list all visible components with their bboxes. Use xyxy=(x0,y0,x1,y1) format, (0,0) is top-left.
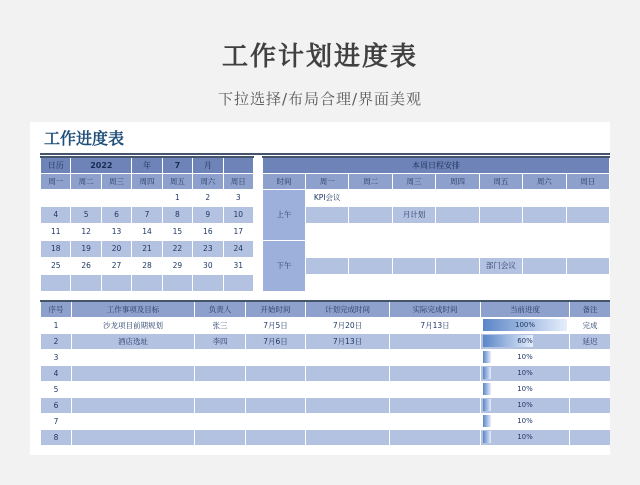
task-start[interactable] xyxy=(246,397,306,413)
schedule-row xyxy=(263,223,610,240)
calendar-weekday: 周四 xyxy=(132,173,162,189)
schedule-period-label: 下午 xyxy=(263,240,306,291)
progress-bar xyxy=(483,351,567,363)
calendar-day-cell[interactable]: 14 xyxy=(132,223,162,240)
table-row xyxy=(41,317,611,333)
schedule-cell[interactable] xyxy=(436,223,479,240)
calendar-day-cell[interactable] xyxy=(101,274,131,291)
schedule-cell[interactable] xyxy=(523,206,566,223)
calendar-day-cell[interactable]: 27 xyxy=(101,257,131,274)
progress-value: 10% xyxy=(517,401,533,409)
task-actual-date[interactable] xyxy=(390,349,481,365)
task-item[interactable]: 酒店选址 xyxy=(72,333,195,349)
schedule-cell[interactable] xyxy=(392,223,435,240)
schedule-row xyxy=(263,240,610,257)
schedule-body xyxy=(263,189,610,291)
table-row xyxy=(41,381,611,397)
calendar-day-cell[interactable]: 26 xyxy=(71,257,101,274)
schedule-cell[interactable] xyxy=(566,223,609,240)
schedule-day: 周日 xyxy=(566,173,609,189)
task-progress-cell[interactable] xyxy=(481,381,570,397)
task-actual-date[interactable] xyxy=(390,381,481,397)
table-row xyxy=(41,333,611,349)
calendar-day-cell[interactable]: 7 xyxy=(132,206,162,223)
calendar-day-cell[interactable] xyxy=(223,274,253,291)
table-row xyxy=(41,413,611,429)
calendar-day-cell[interactable] xyxy=(132,274,162,291)
title-divider xyxy=(40,153,610,155)
progress-fill xyxy=(483,431,491,443)
task-column-header: 开始时间 xyxy=(246,301,306,317)
calendar-day-cell[interactable]: 11 xyxy=(41,223,71,240)
task-item[interactable] xyxy=(72,429,195,445)
schedule-cell[interactable] xyxy=(523,274,566,291)
task-owner[interactable]: 李四 xyxy=(195,333,246,349)
task-header-row xyxy=(41,301,611,317)
progress-fill xyxy=(483,367,491,379)
task-progress-cell[interactable] xyxy=(481,333,570,349)
task-note[interactable]: 延迟 xyxy=(570,333,611,349)
schedule-day-row xyxy=(263,173,610,189)
spreadsheet xyxy=(30,122,610,455)
schedule-cell[interactable] xyxy=(479,240,522,257)
calendar-day-cell[interactable]: 12 xyxy=(71,223,101,240)
page-title: 工作计划进度表 xyxy=(221,42,418,72)
progress-bar xyxy=(483,335,567,347)
schedule-day: 周三 xyxy=(392,173,435,189)
schedule-cell[interactable] xyxy=(306,257,349,274)
progress-bar xyxy=(483,399,567,411)
schedule-cell[interactable] xyxy=(566,240,609,257)
task-progress-cell[interactable] xyxy=(481,349,570,365)
task-owner[interactable] xyxy=(195,429,246,445)
calendar-day-cell[interactable]: 5 xyxy=(71,206,101,223)
schedule-cell[interactable] xyxy=(306,206,349,223)
calendar-day-cell[interactable]: 25 xyxy=(41,257,71,274)
task-number: 4 xyxy=(41,365,72,381)
calendar-day-cell[interactable]: 22 xyxy=(162,240,192,257)
progress-fill xyxy=(483,351,491,363)
progress-bar xyxy=(483,431,567,443)
schedule-cell[interactable] xyxy=(436,189,479,206)
task-item[interactable] xyxy=(72,349,195,365)
progress-bar xyxy=(483,383,567,395)
schedule-cell[interactable] xyxy=(392,189,435,206)
task-plan-date[interactable]: 7月20日 xyxy=(306,317,390,333)
schedule-cell[interactable] xyxy=(566,189,609,206)
task-plan-date[interactable] xyxy=(306,413,390,429)
schedule-cell[interactable]: 月计划 xyxy=(392,206,435,223)
table-row xyxy=(41,429,611,445)
schedule-cell[interactable] xyxy=(566,274,609,291)
task-owner[interactable]: 张三 xyxy=(195,317,246,333)
calendar-day-cell[interactable] xyxy=(41,274,71,291)
calendar-day-cell[interactable] xyxy=(71,274,101,291)
page-subtitle: 下拉选择/布局合理/界面美观 xyxy=(217,90,423,108)
calendar-weekday: 周二 xyxy=(71,173,101,189)
calendar-day-cell[interactable]: 6 xyxy=(101,206,131,223)
calendar-day-cell[interactable]: 15 xyxy=(162,223,192,240)
schedule-cell[interactable] xyxy=(306,223,349,240)
task-actual-date[interactable] xyxy=(390,413,481,429)
task-body xyxy=(41,317,611,445)
progress-value: 60% xyxy=(517,337,533,345)
calendar-day-cell[interactable]: 10 xyxy=(223,206,253,223)
table-row xyxy=(41,365,611,381)
schedule-cell[interactable] xyxy=(436,240,479,257)
calendar-day-cell[interactable]: 1 xyxy=(162,189,192,206)
calendar-day-cell[interactable]: 21 xyxy=(132,240,162,257)
task-number: 2 xyxy=(41,333,72,349)
progress-bar xyxy=(483,367,567,379)
calendar-day-cell[interactable]: 16 xyxy=(193,223,223,240)
task-owner[interactable] xyxy=(195,381,246,397)
task-column-header: 工作事项及目标 xyxy=(72,301,195,317)
calendar-table xyxy=(40,156,254,292)
calendar-day-cell[interactable]: 28 xyxy=(132,257,162,274)
calendar-day-cell[interactable]: 29 xyxy=(162,257,192,274)
schedule-cell[interactable] xyxy=(306,274,349,291)
task-number: 8 xyxy=(41,429,72,445)
task-start[interactable] xyxy=(246,349,306,365)
task-plan-date[interactable] xyxy=(306,365,390,381)
task-owner[interactable] xyxy=(195,349,246,365)
calendar-day-cell[interactable]: 24 xyxy=(223,240,253,257)
progress-fill xyxy=(483,415,491,427)
table-row xyxy=(41,349,611,365)
schedule-cell[interactable] xyxy=(349,206,392,223)
task-column-header: 序号 xyxy=(41,301,72,317)
progress-value: 100% xyxy=(514,321,535,329)
calendar-weekday: 周三 xyxy=(101,173,131,189)
task-owner[interactable] xyxy=(195,413,246,429)
task-column-header: 计划完成时间 xyxy=(306,301,390,317)
calendar-week-row xyxy=(41,274,254,291)
schedule-day: 周五 xyxy=(479,173,522,189)
schedule-cell[interactable] xyxy=(392,274,435,291)
calendar-header-row xyxy=(41,157,254,173)
schedule-cell[interactable] xyxy=(349,189,392,206)
task-column-header: 备注 xyxy=(570,301,611,317)
task-owner[interactable] xyxy=(195,397,246,413)
schedule-cell[interactable] xyxy=(523,257,566,274)
calendar-day-cell[interactable] xyxy=(71,189,101,206)
task-note[interactable] xyxy=(570,429,611,445)
progress-value: 10% xyxy=(517,433,533,441)
task-actual-date[interactable] xyxy=(390,365,481,381)
calendar-month-select[interactable]: 7 xyxy=(162,157,192,173)
progress-value: 10% xyxy=(517,369,533,377)
schedule-table xyxy=(262,156,610,292)
task-start[interactable] xyxy=(246,413,306,429)
schedule-header-row xyxy=(263,157,610,173)
calendar-label: 日历 xyxy=(41,157,71,173)
task-number: 7 xyxy=(41,413,72,429)
schedule-time-label: 时间 xyxy=(263,173,306,189)
calendar-day-cell[interactable]: 18 xyxy=(41,240,71,257)
schedule-day: 周二 xyxy=(349,173,392,189)
task-item[interactable]: 沙龙项目前期规划 xyxy=(72,317,195,333)
task-column-header: 实际完成时间 xyxy=(390,301,481,317)
progress-value: 10% xyxy=(517,385,533,393)
schedule-row xyxy=(263,257,610,274)
schedule-cell[interactable] xyxy=(479,206,522,223)
task-owner[interactable] xyxy=(195,365,246,381)
schedule-cell[interactable] xyxy=(436,274,479,291)
schedule-cell[interactable] xyxy=(566,206,609,223)
schedule-cell[interactable] xyxy=(479,274,522,291)
task-actual-date[interactable] xyxy=(390,333,481,349)
task-progress-cell[interactable] xyxy=(481,365,570,381)
calendar-day-cell[interactable]: 4 xyxy=(41,206,71,223)
calendar-weekday-row xyxy=(41,173,254,189)
task-actual-date[interactable]: 7月13日 xyxy=(390,317,481,333)
schedule-row xyxy=(263,189,610,206)
calendar-day-cell[interactable]: 20 xyxy=(101,240,131,257)
task-note[interactable] xyxy=(570,413,611,429)
schedule-period-label: 上午 xyxy=(263,189,306,240)
task-actual-date[interactable] xyxy=(390,429,481,445)
progress-fill xyxy=(483,399,491,411)
task-note[interactable] xyxy=(570,365,611,381)
task-note[interactable] xyxy=(570,397,611,413)
calendar-day-cell[interactable] xyxy=(132,189,162,206)
task-note[interactable] xyxy=(570,349,611,365)
schedule-day: 周六 xyxy=(523,173,566,189)
task-column-header: 负责人 xyxy=(195,301,246,317)
schedule-cell[interactable] xyxy=(523,189,566,206)
task-plan-date[interactable] xyxy=(306,381,390,397)
calendar-body xyxy=(41,189,254,291)
calendar-day-cell[interactable]: 17 xyxy=(223,223,253,240)
calendar-day-cell[interactable]: 31 xyxy=(223,257,253,274)
schedule-cell[interactable] xyxy=(392,240,435,257)
task-number: 3 xyxy=(41,349,72,365)
calendar-day-cell[interactable]: 3 xyxy=(223,189,253,206)
schedule-cell[interactable] xyxy=(436,257,479,274)
calendar-week-row xyxy=(41,206,254,223)
task-plan-date[interactable] xyxy=(306,429,390,445)
calendar-week-row xyxy=(41,257,254,274)
task-table xyxy=(40,300,610,446)
progress-fill xyxy=(483,383,491,395)
schedule-cell[interactable] xyxy=(392,257,435,274)
task-plan-date[interactable] xyxy=(306,397,390,413)
calendar-day-cell[interactable]: 2 xyxy=(193,189,223,206)
schedule-cell[interactable] xyxy=(306,240,349,257)
progress-bar xyxy=(483,415,567,427)
schedule-cell[interactable]: KPI会议 xyxy=(306,189,349,206)
schedule-cell[interactable] xyxy=(436,206,479,223)
schedule-cell[interactable] xyxy=(349,257,392,274)
progress-bar xyxy=(483,319,567,331)
schedule-cell[interactable] xyxy=(479,189,522,206)
task-plan-date[interactable] xyxy=(306,349,390,365)
calendar-week-row xyxy=(41,240,254,257)
schedule-day: 周一 xyxy=(306,173,349,189)
calendar-weekday: 周五 xyxy=(162,173,192,189)
task-note[interactable] xyxy=(570,381,611,397)
task-progress-cell[interactable] xyxy=(481,429,570,445)
calendar-day-cell[interactable] xyxy=(193,274,223,291)
task-start[interactable] xyxy=(246,429,306,445)
sheet-title: 工作进度表 xyxy=(44,129,125,148)
task-start[interactable]: 7月6日 xyxy=(246,333,306,349)
schedule-cell[interactable] xyxy=(349,223,392,240)
task-progress-cell[interactable] xyxy=(481,397,570,413)
schedule-title: 本周日程安排 xyxy=(263,157,610,173)
schedule-cell[interactable]: 部门会议 xyxy=(479,257,522,274)
task-item[interactable] xyxy=(72,365,195,381)
task-number: 5 xyxy=(41,381,72,397)
task-progress-cell[interactable] xyxy=(481,413,570,429)
task-start[interactable] xyxy=(246,381,306,397)
task-item[interactable] xyxy=(72,397,195,413)
calendar-day-cell[interactable]: 30 xyxy=(193,257,223,274)
schedule-cell[interactable] xyxy=(523,223,566,240)
calendar-weekday: 周日 xyxy=(223,173,253,189)
task-progress-cell[interactable] xyxy=(481,317,570,333)
task-item[interactable] xyxy=(72,381,195,397)
calendar-year-unit: 年 xyxy=(132,157,162,173)
schedule-cell[interactable] xyxy=(349,240,392,257)
calendar-weekday: 周一 xyxy=(41,173,71,189)
task-start[interactable] xyxy=(246,365,306,381)
calendar-day-cell[interactable]: 9 xyxy=(193,206,223,223)
calendar-year-select[interactable]: 2022 xyxy=(71,157,132,173)
task-actual-date[interactable] xyxy=(390,397,481,413)
calendar-week-row xyxy=(41,223,254,240)
task-column-header: 当前进度 xyxy=(481,301,570,317)
schedule-row xyxy=(263,274,610,291)
task-item[interactable] xyxy=(72,413,195,429)
calendar-day-cell[interactable] xyxy=(101,189,131,206)
calendar-day-cell[interactable]: 19 xyxy=(71,240,101,257)
task-plan-date[interactable]: 7月13日 xyxy=(306,333,390,349)
task-start[interactable]: 7月5日 xyxy=(246,317,306,333)
calendar-weekday: 周六 xyxy=(193,173,223,189)
calendar-day-cell[interactable]: 8 xyxy=(162,206,192,223)
calendar-month-unit: 月 xyxy=(193,157,223,173)
progress-value: 10% xyxy=(517,417,533,425)
calendar-day-cell[interactable] xyxy=(41,189,71,206)
schedule-cell[interactable] xyxy=(349,274,392,291)
calendar-day-cell[interactable] xyxy=(162,274,192,291)
task-number: 6 xyxy=(41,397,72,413)
schedule-cell[interactable] xyxy=(523,240,566,257)
calendar-day-cell[interactable]: 13 xyxy=(101,223,131,240)
task-number: 1 xyxy=(41,317,72,333)
task-note[interactable]: 完成 xyxy=(570,317,611,333)
schedule-row xyxy=(263,206,610,223)
schedule-day: 周四 xyxy=(436,173,479,189)
calendar-day-cell[interactable]: 23 xyxy=(193,240,223,257)
table-row xyxy=(41,397,611,413)
progress-value: 10% xyxy=(517,353,533,361)
schedule-cell[interactable] xyxy=(479,223,522,240)
schedule-cell[interactable] xyxy=(566,257,609,274)
calendar-week-row xyxy=(41,189,254,206)
